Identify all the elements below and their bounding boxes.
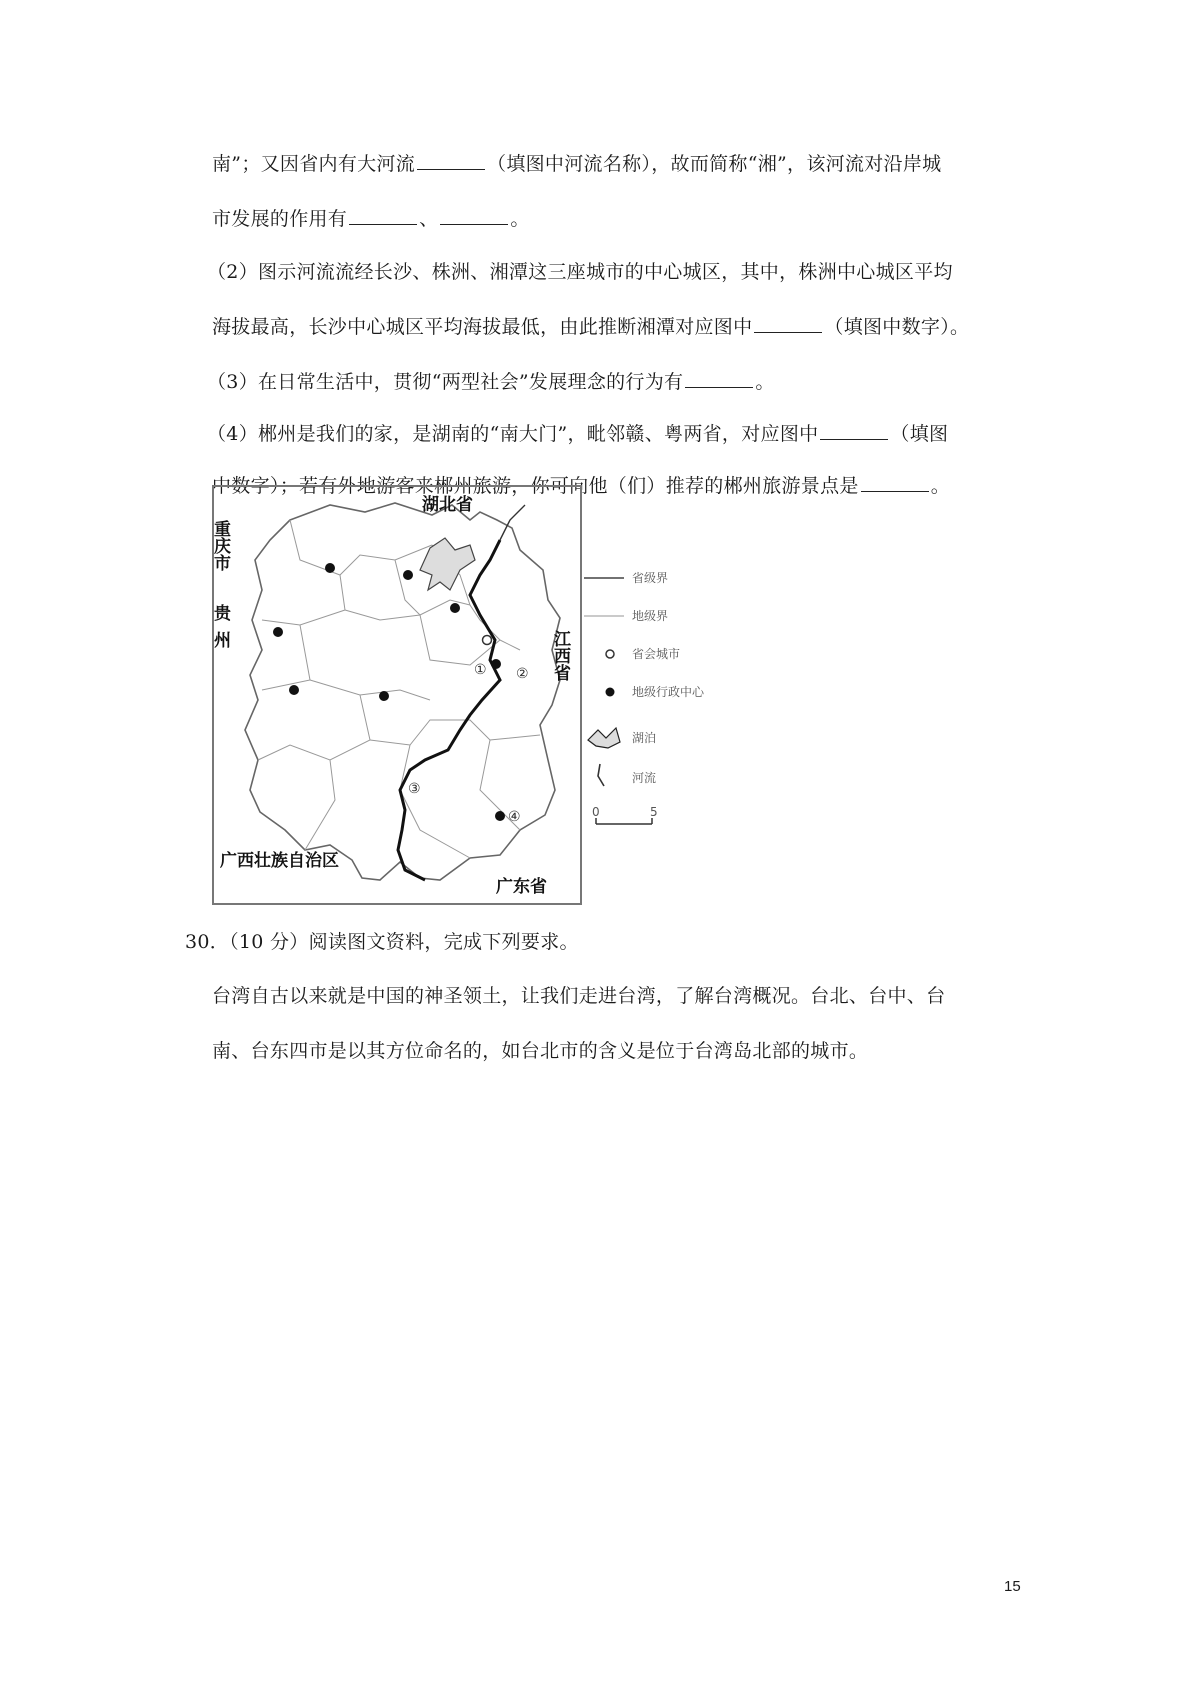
text-segment: 中数字）；若有外地游客来郴州旅游，你可向他（们）推荐的郴州旅游景点是 [212,475,859,497]
text-segment: 南”；又因省内有大河流 [212,153,416,175]
text-segment: （填图 [890,423,949,445]
legend-scale-five: 5 [650,805,658,819]
q30-title: 30．（10 分）阅读图文资料，完成下列要求。 [185,931,579,953]
text-segment: 、 [419,208,439,230]
text-segment: 海拔最高，长沙中心城区平均海拔最低，由此推断湘潭对应图中 [212,316,753,338]
legend-province-border-label: 省级界 [632,571,669,585]
text-segment: 。 [930,475,951,497]
prefecture-center-dot [379,691,389,701]
map-frame [213,486,581,904]
legend-lake-symbol [588,728,620,748]
legend-river-label: 河流 [632,771,657,785]
label-guizhou: 贵州 [210,604,230,658]
label-guangdong: 广东省 [496,877,547,897]
xiang-river [398,540,500,880]
map-legend [584,570,705,824]
provincial-capital-dot [483,636,492,645]
q30-paragraph-line-2: 南、台东四市是以其方位命名的，如台北市的含义是位于台湾岛北部的城市。 [212,1040,869,1062]
lake-shape [420,538,475,590]
marker-2: ② [516,666,529,682]
prefecture-center-dot [325,563,335,573]
prefecture-center-dot [273,627,283,637]
text-segment: 。 [510,208,530,230]
text-segment: （4）郴州是我们的家，是湖南的“南大门”，毗邻赣、粤两省，对应图中 [207,423,819,445]
legend-prefecture-center-symbol [606,688,615,697]
legend-capital-symbol [606,650,614,658]
legend-scale-zero: 0 [592,805,600,819]
marker-1: ① [474,662,487,678]
prefecture-center-dot [491,659,501,669]
text-segment: （填图中河流名称），故而简称“湘”，该河流对沿岸城 [487,153,942,175]
legend-prefecture-border-label: 地级界 [632,609,669,623]
city-markers [273,563,505,821]
label-jiangxi: 江西省 [550,630,570,681]
marker-3: ③ [408,781,421,797]
legend-lake-label: 湖泊 [632,731,657,745]
legend-prefecture-center-label: 地级行政中心 [632,685,705,699]
q30-paragraph-line-1: 台湾自古以来就是中国的神圣领土，让我们走进台湾，了解台湾概况。台北、台中、台 [212,985,946,1007]
prefecture-borders [258,520,540,858]
label-hubei: 湖北省 [422,495,473,515]
text-segment: 。 [755,371,775,393]
prefecture-center-dot [289,685,299,695]
text-segment: （填图中数字）。 [824,316,970,338]
legend-capital-label: 省会城市 [632,647,681,661]
river-north-segment [500,505,525,540]
prefecture-center-dot [403,570,413,580]
page-number: 15 [1004,1578,1021,1595]
text-segment: （3）在日常生活中，贯彻“两型社会”发展理念的行为有 [207,371,684,393]
prefecture-center-dot [495,811,505,821]
text-segment: 市发展的作用有 [212,208,348,230]
prefecture-center-dot [450,603,460,613]
label-chongqing: 重庆市 [210,520,230,571]
legend-river-symbol [598,764,604,786]
label-guangxi: 广西壮族自治区 [220,851,339,871]
q29-part2-line-1: （2）图示河流流经长沙、株洲、湘潭这三座城市的中心城区，其中，株洲中心城区平均 [207,261,953,283]
marker-4: ④ [508,809,521,825]
